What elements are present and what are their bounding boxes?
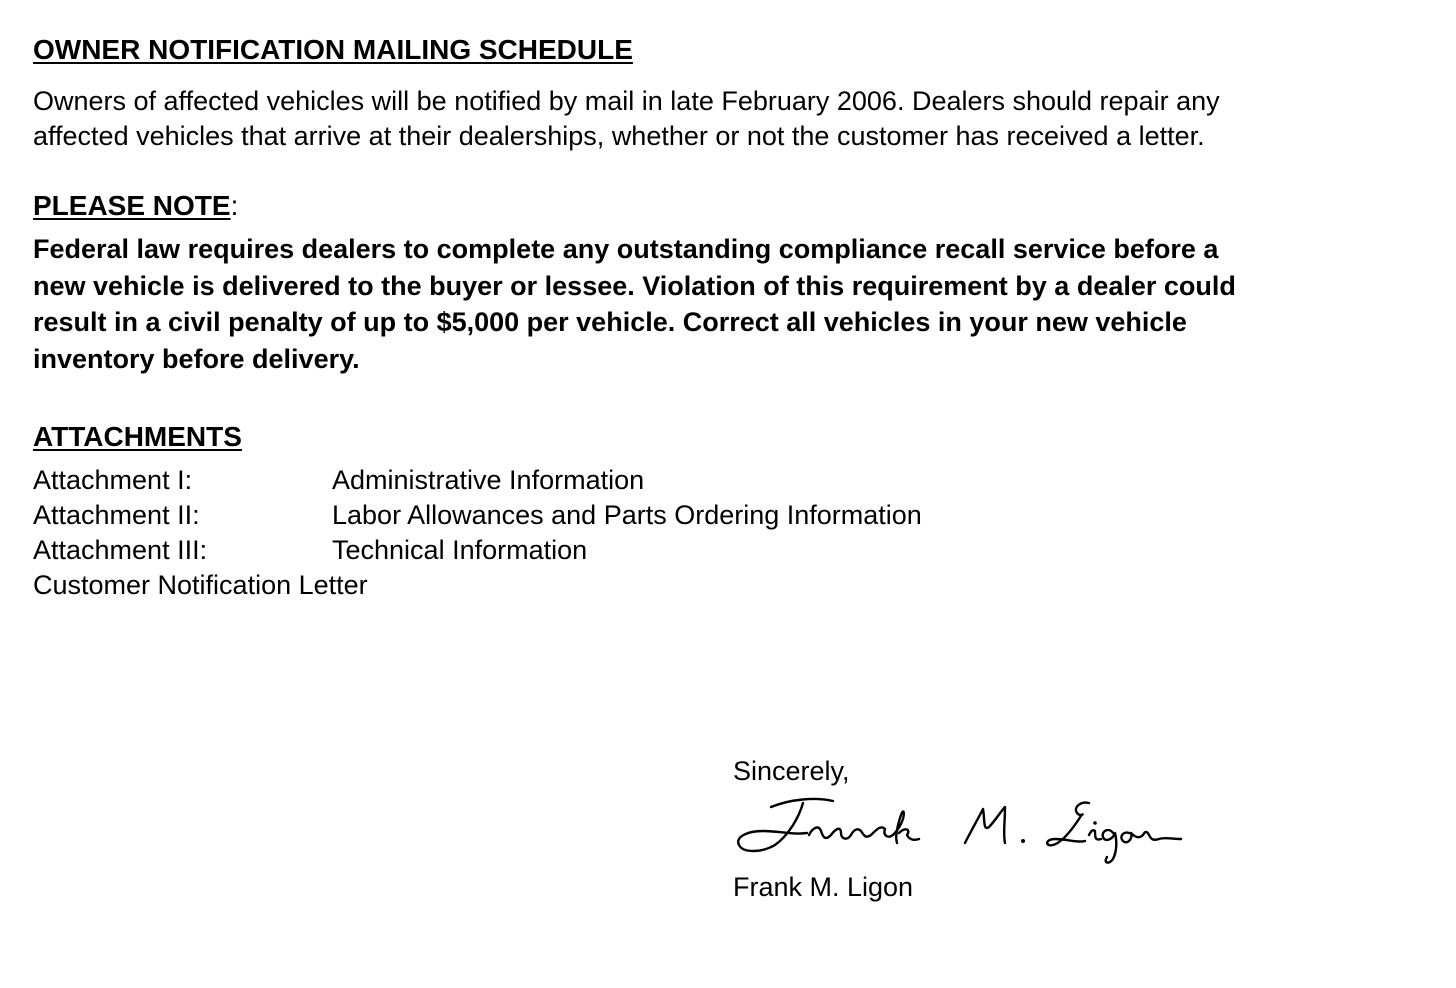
closing-salutation: Sincerely, [733, 756, 850, 786]
attachment-title: Labor Allowances and Parts Ordering Information [332, 500, 922, 530]
attachment-label: Customer Notification Letter [33, 570, 368, 600]
attachments-heading: ATTACHMENTS [33, 421, 242, 452]
attachment-label: Attachment II: [33, 500, 200, 530]
attachment-title: Administrative Information [332, 465, 645, 495]
attachment-label: Attachment I: [33, 465, 193, 495]
signer-name: Frank M. Ligon [733, 872, 914, 902]
mailing-schedule-heading: OWNER NOTIFICATION MAILING SCHEDULE [33, 34, 633, 65]
please-note-line: new vehicle is delivered to the buyer or lessee. Violation of this requirement by a dealer could [33, 270, 1236, 301]
mailing-schedule-line: Owners of affected vehicles will be notified by mail in late February 2006. Dealers should repair any [33, 86, 1220, 116]
please-note-line: result in a civil penalty of up to $5,000 per vehicle. Correct all vehicles in your new vehicle [33, 307, 1187, 337]
attachment-title: Technical Information [332, 535, 588, 565]
handwritten-signature [733, 795, 1193, 867]
mailing-schedule-paragraph [33, 84, 1433, 154]
please-note-line: inventory before delivery. [33, 343, 360, 374]
please-note-line: Federal law requires dealers to complete any outstanding compliance recall service before a [33, 234, 1219, 264]
attachment-label: Attachment III: [33, 535, 208, 565]
please-note-heading [33, 189, 238, 223]
please-note-paragraph [33, 231, 1433, 377]
please-note-heading-text: PLEASE NOTE [33, 190, 231, 221]
mailing-schedule-line: affected vehicles that arrive at their dealerships, whether or not the customer has received a letter. [33, 121, 1205, 151]
please-note-heading-colon: : [230, 190, 239, 221]
